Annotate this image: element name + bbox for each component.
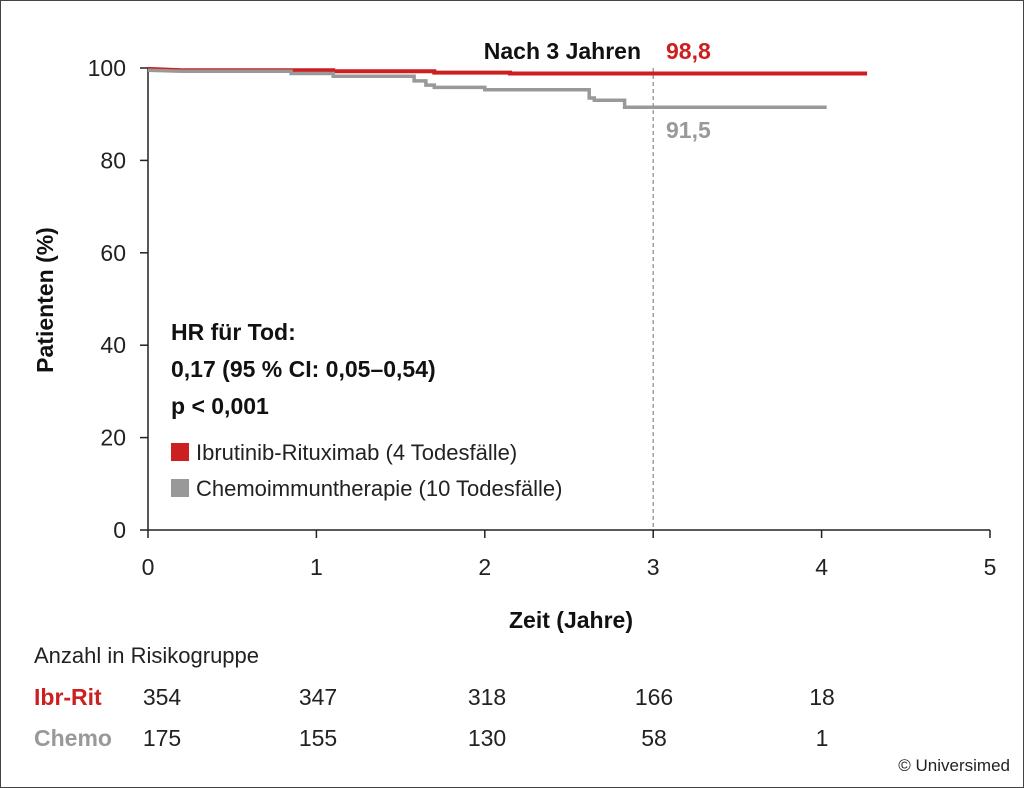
series-line-chemo [148, 70, 827, 107]
y-axis-ticks [88, 55, 148, 543]
stats-hr-label: HR für Tod: [171, 319, 296, 345]
chemo-3y-value: 91,5 [666, 117, 711, 143]
risk-value: 175 [142, 725, 182, 751]
x-tick-label: 3 [646, 554, 660, 580]
risk-value: 354 [142, 684, 182, 710]
legend-swatch-chemo [171, 479, 189, 497]
risk-value: 130 [467, 725, 507, 751]
x-axis-ticks [142, 530, 997, 580]
copyright-notice: © Universimed [898, 756, 1010, 775]
y-tick-label: 100 [87, 55, 126, 81]
x-tick-label: 1 [310, 554, 323, 580]
risk-value: 347 [298, 684, 338, 710]
risk-value: 18 [809, 684, 835, 710]
risk-value: 58 [641, 725, 667, 751]
legend-swatch-ibr-rit [171, 443, 189, 461]
y-tick-label: 20 [100, 424, 126, 451]
risk-value: 1 [815, 725, 829, 751]
y-tick-label: 80 [100, 147, 126, 174]
y-tick-label: 60 [100, 239, 126, 266]
series-group [148, 69, 867, 107]
x-tick-label: 0 [141, 554, 155, 580]
risk-table-title: Anzahl in Risikogruppe [34, 643, 260, 668]
x-tick-label: 5 [983, 554, 997, 580]
y-axis-label: Patienten (%) [32, 227, 58, 373]
ibr-rit-3y-value: 98,8 [666, 38, 711, 64]
stats-p-value: p < 0,001 [171, 393, 269, 419]
risk-row-label: Chemo [34, 725, 112, 751]
risk-value: 318 [467, 684, 507, 710]
legend-label-ibr-rit: Ibrutinib-Rituximab (4 Todesfälle) [196, 440, 518, 465]
x-tick-label: 4 [815, 554, 828, 580]
stats-hr-value: 0,17 (95 % CI: 0,05–0,54) [171, 356, 436, 382]
legend-label-chemo: Chemoimmuntherapie (10 Todesfälle) [196, 476, 563, 501]
y-tick-label: 40 [100, 332, 126, 359]
risk-value: 155 [298, 725, 338, 751]
x-tick-label: 2 [478, 554, 492, 580]
risk-row-chemo [0, 725, 1024, 755]
risk-row-ibr-rit [0, 684, 1024, 714]
risk-row-label: Ibr-Rit [34, 684, 102, 710]
y-tick-label: 0 [113, 517, 126, 543]
risk-value: 166 [634, 684, 674, 710]
x-axis-label: Zeit (Jahre) [509, 607, 633, 633]
annotation-header: Nach 3 Jahren [483, 38, 641, 64]
